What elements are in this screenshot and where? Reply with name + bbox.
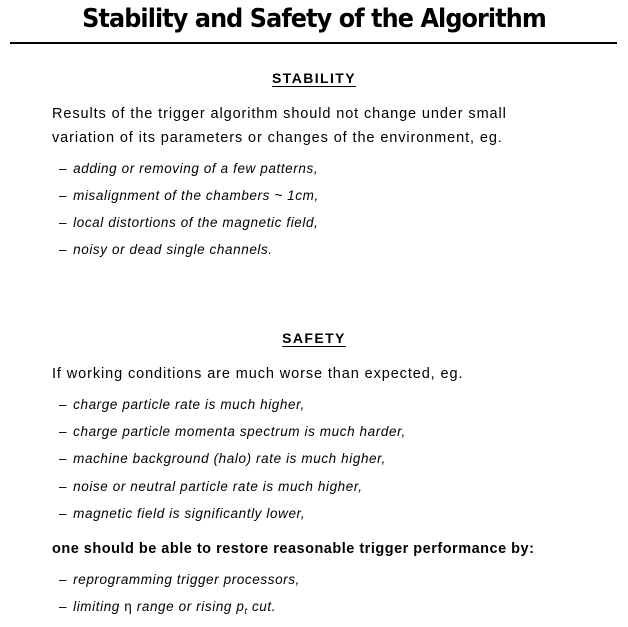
safety-item-text: charge particle rate is much higher,	[73, 397, 305, 412]
remedy-before-eta: limiting	[73, 599, 125, 614]
bullet-dash: –	[59, 599, 68, 614]
bullet-dash: –	[59, 242, 68, 257]
bullet-dash: –	[59, 451, 68, 466]
stability-item-text: misalignment of the chambers ~ 1cm,	[73, 188, 319, 203]
bullet-dash: –	[59, 572, 68, 587]
remedy-middle: range or rising	[132, 599, 237, 614]
safety-item-text: magnetic field is significantly lower,	[73, 506, 306, 521]
p-subscript: t	[244, 606, 248, 616]
bullet-dash: –	[59, 188, 68, 203]
stability-item	[59, 161, 318, 176]
stability-intro-line2: variation of its parameters or changes of the environment, eg.	[52, 130, 503, 146]
p-symbol: p	[236, 599, 245, 614]
safety-item-text: charge particle momenta spectrum is much harder,	[73, 424, 406, 439]
stability-item	[59, 188, 319, 203]
remedy-item-text: reprogramming trigger processors,	[73, 572, 300, 587]
safety-item-text: noise or neutral particle rate is much higher,	[73, 479, 363, 494]
safety-item	[59, 424, 406, 439]
stability-item	[59, 215, 318, 230]
stability-item-text: noisy or dead single channels.	[73, 242, 273, 257]
safety-item	[59, 479, 363, 494]
stability-heading: STABILITY	[272, 70, 356, 86]
title-divider	[10, 42, 617, 44]
safety-heading: SAFETY	[282, 330, 346, 346]
stability-item-text: local distortions of the magnetic field,	[73, 215, 319, 230]
remedy-item	[59, 572, 300, 587]
bullet-dash: –	[59, 161, 68, 176]
stability-item	[59, 242, 273, 257]
remedy-item	[59, 599, 276, 616]
eta-symbol: η	[124, 599, 133, 614]
bullet-dash: –	[59, 424, 68, 439]
bullet-dash: –	[59, 506, 68, 521]
safety-intro: If working conditions are much worse than expected, eg.	[52, 366, 464, 382]
safety-item	[59, 397, 305, 412]
stability-intro-line1: Results of the trigger algorithm should not change under small	[52, 106, 507, 122]
safety-conclusion: one should be able to restore reasonable trigger performance by:	[52, 541, 535, 557]
page-title: Stability and Safety of the Algorithm	[82, 4, 546, 34]
safety-item	[59, 506, 305, 521]
bullet-dash: –	[59, 215, 68, 230]
safety-item-text: machine background (halo) rate is much higher,	[73, 451, 386, 466]
stability-item-text: adding or removing of a few patterns,	[73, 161, 319, 176]
bullet-dash: –	[59, 479, 68, 494]
remedy-after: cut.	[247, 599, 277, 614]
safety-item	[59, 451, 386, 466]
bullet-dash: –	[59, 397, 68, 412]
